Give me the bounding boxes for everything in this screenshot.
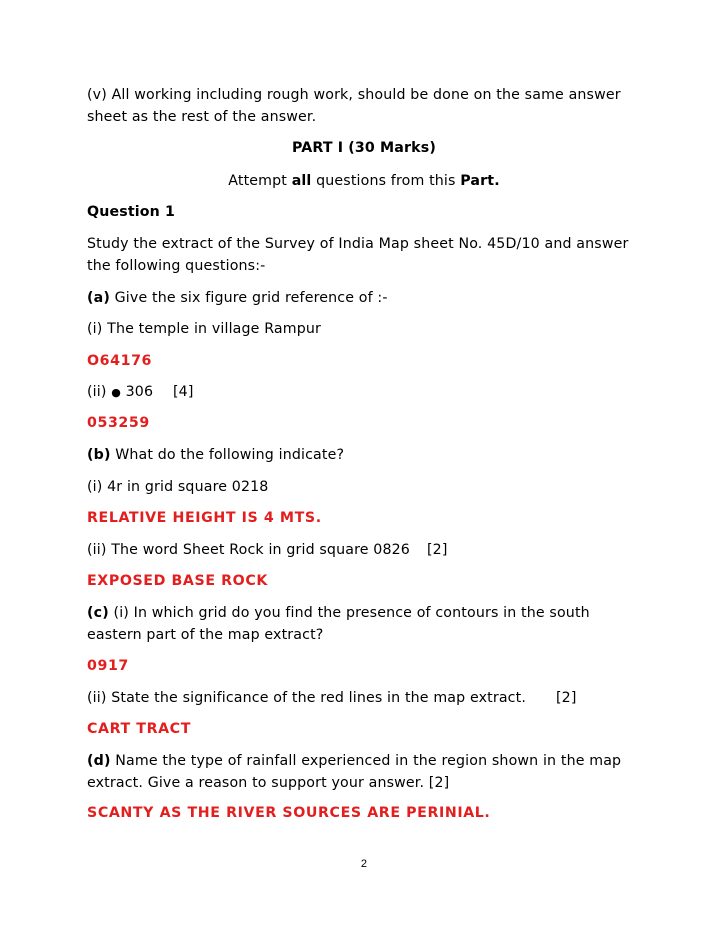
part-b-label: (b) bbox=[87, 447, 111, 463]
part-c-text-1: (i) In which grid do you find the presence of contours in the south bbox=[108, 605, 590, 621]
part-c-ii-text: (ii) State the significance of the red lines in the map extract. bbox=[87, 690, 527, 706]
part-a-marks: [4] bbox=[173, 384, 194, 400]
part-c-ii bbox=[87, 689, 577, 707]
instruction-text-2: questions from this bbox=[311, 173, 461, 189]
instruction-text-1: Attempt bbox=[228, 173, 292, 189]
part-a-label: (a) bbox=[87, 290, 110, 306]
question-title: Question 1 bbox=[87, 204, 176, 220]
spot-height-dot-icon: ● bbox=[111, 386, 121, 399]
answer-a-ii: 053259 bbox=[87, 415, 150, 431]
instruction-line bbox=[0, 172, 728, 190]
answer-c-i: 0917 bbox=[87, 658, 129, 674]
answer-a-i: O64176 bbox=[87, 353, 153, 369]
part-b-i: (i) 4r in grid square 0218 bbox=[87, 479, 269, 495]
question-text-line-1: Study the extract of the Survey of India Map sheet No. 45D/10 and answer bbox=[87, 236, 629, 252]
question-text-line-2: the following questions:- bbox=[87, 258, 266, 274]
instruction-bold-part: Part. bbox=[460, 173, 500, 189]
answer-b-i: RELATIVE HEIGHT IS 4 MTS. bbox=[87, 510, 322, 526]
part-c-marks: [2] bbox=[556, 690, 577, 706]
part-c-question-line-1 bbox=[87, 604, 590, 622]
intro-line-1: (v) All working including rough work, should be done on the same answer bbox=[87, 87, 621, 103]
part-a-i: (i) The temple in village Rampur bbox=[87, 321, 322, 337]
part-a-ii bbox=[87, 383, 194, 402]
part-b-ii bbox=[87, 541, 448, 559]
part-d-text-1: Name the type of rainfall experienced in the region shown in the map bbox=[110, 753, 622, 769]
part-b-text: What do the following indicate? bbox=[110, 447, 345, 463]
part-a-ii-prefix: (ii) bbox=[87, 384, 112, 400]
part-b-question bbox=[87, 446, 344, 464]
page-number: 2 bbox=[360, 858, 368, 870]
part-c-question-line-2: eastern part of the map extract? bbox=[87, 627, 324, 643]
instruction-bold-all: all bbox=[291, 173, 312, 189]
part-d-question-line-1 bbox=[87, 752, 621, 770]
part-b-marks: [2] bbox=[427, 542, 448, 558]
answer-d: SCANTY AS THE RIVER SOURCES ARE PERINIAL. bbox=[87, 805, 491, 821]
answer-c-ii: CART TRACT bbox=[87, 721, 191, 737]
intro-line-2: sheet as the rest of the answer. bbox=[87, 109, 317, 125]
part-d-label: (d) bbox=[87, 753, 111, 769]
part-a-question bbox=[87, 289, 388, 307]
part-b-ii-text: (ii) The word Sheet Rock in grid square 0826 bbox=[87, 542, 410, 558]
part-a-text: Give the six figure grid reference of :- bbox=[110, 290, 388, 306]
part-c-label: (c) bbox=[87, 605, 109, 621]
part-d-question-line-2: extract. Give a reason to support your answer. [2] bbox=[87, 775, 450, 791]
answer-b-ii: EXPOSED BASE ROCK bbox=[87, 573, 268, 589]
part-heading: PART I (30 Marks) bbox=[292, 140, 436, 156]
part-a-ii-value: 306 bbox=[120, 384, 154, 400]
